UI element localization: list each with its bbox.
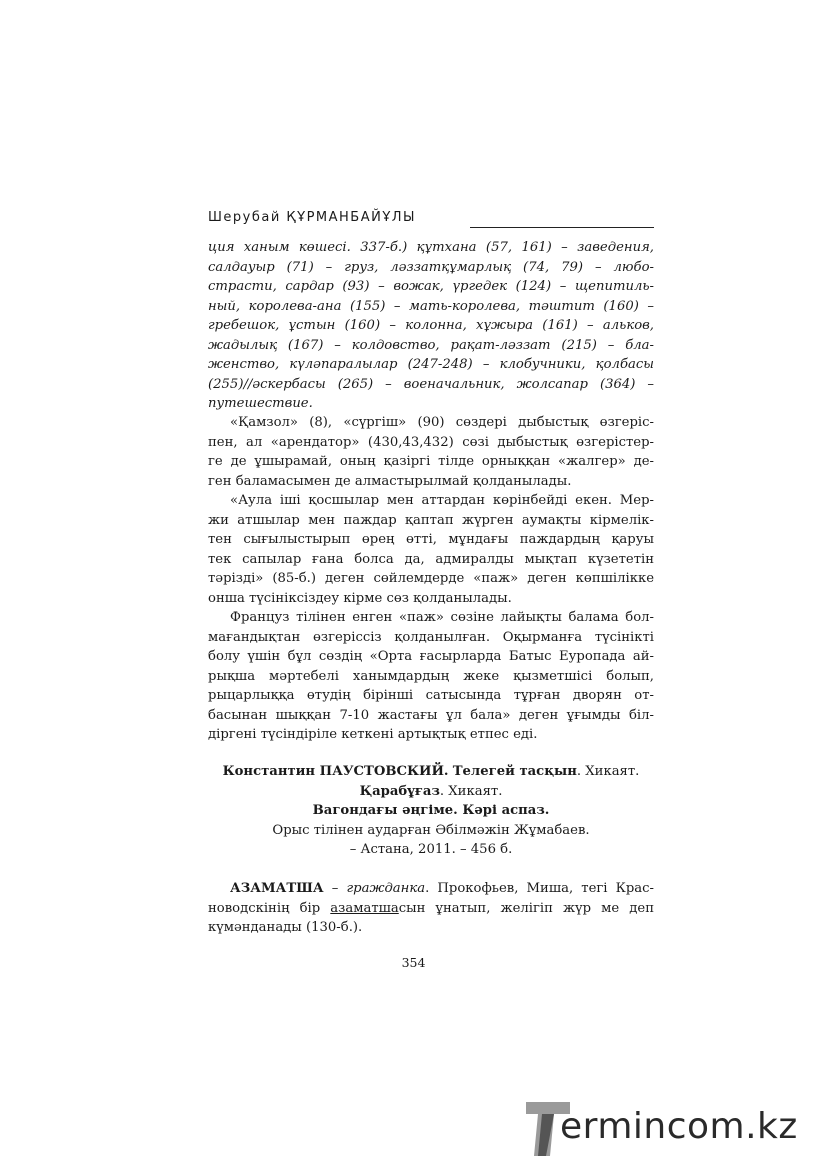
text-line: пен, ал «арендатор» (430,43,432) сөзі дыбыстық өзгерістер-	[208, 434, 654, 450]
logo-text: ermincom.kz	[560, 1106, 798, 1147]
entry-underlined-word: азаматша	[330, 900, 399, 916]
biblio-line-1	[208, 762, 654, 782]
entry-line-2-b: сын ұнатып, желігіп жүр ме деп	[398, 900, 654, 916]
text-line: тек сапылар ғана болса да, адмиралды мықтап күзететін	[208, 551, 654, 567]
paragraph-2	[208, 491, 654, 608]
text-line: салдауыр (71) – груз, ләззатқұмарлық (74, 79) – любо-	[208, 259, 654, 275]
page-number: 354	[401, 955, 426, 970]
entry-headword: АЗАМАТША	[230, 881, 324, 896]
paragraph-3	[208, 608, 654, 745]
biblio-work-3: Вагондағы әңгіме. Кәрі аспаз.	[312, 803, 550, 818]
text-line: онша түсініксіздеу кірме сөз қолданылады.	[208, 590, 512, 606]
text-line: ген баламасымен де алмастырылмай қолданылады.	[208, 473, 572, 489]
bibliographic-reference	[208, 762, 654, 860]
biblio-work-2: Қарабұғаз	[359, 783, 440, 799]
text-line: «Қамзол» (8), «сүргіш» (90) сөздері дыбыстық өзгеріс-	[230, 415, 654, 430]
glossary-block	[208, 238, 654, 414]
text-line: страсти, сардар (93) – вожак, үргедек (124) – щепитиль-	[208, 279, 654, 294]
text-line: жи атшылар мен паждар қаптап жүрген аумақты кірмелік-	[208, 512, 654, 528]
text-line: путешествие.	[208, 396, 313, 411]
entry-translation: гражданка	[346, 881, 426, 896]
entry-line-2-a: новодскінің бір	[208, 900, 331, 916]
text-line: жадылық (167) – колдовство, рақат-ләззат (215) – бла-	[208, 337, 654, 353]
text-line: гребешок, ұстын (160) – колонна, хұжыра (161) – альков,	[208, 318, 654, 333]
text-line: женство, күләпаралылар (247-248) – клобучники, қолбасы	[208, 357, 654, 372]
text-line: ге де ұшырамай, оның қазіргі тілде орныққан «жалгер» де-	[208, 454, 654, 469]
entry-line-3: күмәнданады (130-б.).	[208, 920, 363, 935]
biblio-work-1: Телегей тасқын	[452, 764, 577, 779]
biblio-line-3	[208, 801, 654, 821]
text-line: «Аула іші қосшылар мен аттардан көрінбейді екен. Мер-	[230, 493, 654, 508]
entry-line-1-rest: . Прокофьев, Миша, тегі Крас-	[425, 881, 654, 896]
text-line: болу үшін бұл сөздің «Орта ғасырларда Батыс Еуропада ай-	[208, 649, 654, 664]
biblio-genre-2: . Хикаят.	[439, 783, 503, 799]
text-line: Француз тілінен енген «паж» сөзіне лайықты балама бол-	[230, 610, 654, 625]
header-rule	[470, 227, 654, 228]
text-line: (255)//әскербасы (265) – военачальник, жолсапар (364) –	[208, 376, 654, 392]
text-line: ция ханым көшесі. 337-б.) құтхана (57, 161) – заведения,	[208, 240, 654, 255]
text-line: мағандықтан өзгеріссіз қолданылған. Оқырманға түсінікті	[208, 629, 654, 645]
entry-line-2	[208, 899, 654, 919]
paragraph-1	[208, 413, 654, 491]
termincom-logo	[520, 1100, 820, 1160]
text-line: діргені түсіндіріле кеткені артықтық етпес еді.	[208, 727, 538, 742]
dictionary-entry	[208, 879, 654, 938]
entry-dash: –	[323, 881, 347, 896]
text-line: ный, королева-ана (155) – мать-королева, тәштит (160) –	[208, 298, 654, 314]
entry-line-1	[208, 879, 654, 899]
biblio-author: Константин ПАУСТОВСКИЙ.	[222, 764, 449, 779]
text-line: тәрізді» (85-б.) деген сөйлемдерде «паж» деген көпшілікке	[208, 571, 654, 586]
biblio-line-2	[208, 782, 654, 802]
biblio-genre-1: . Хикаят.	[576, 764, 640, 779]
text-line: рыцарлыққа өтудің бірінші сатысында тұрған дворян от-	[208, 688, 654, 703]
text-line: рықша мәртебелі ханымдардың жеке қызметшісі болып,	[208, 668, 654, 684]
biblio-translation: Орыс тілінен аударған Әбілмәжін Жұмабаев.	[272, 822, 590, 838]
text-line: тен сығылыстырып өрең өтті, мұндағы паждардың қаруы	[208, 532, 654, 547]
header-author: Шерубай ҚҰРМАНБАЙҰЛЫ	[208, 210, 417, 225]
biblio-imprint: – Астана, 2011. – 456 б.	[349, 842, 513, 857]
text-line: басынан шыққан 7-10 жастағы ұл бала» деген ұғымды біл-	[208, 707, 654, 723]
running-header	[208, 210, 654, 232]
